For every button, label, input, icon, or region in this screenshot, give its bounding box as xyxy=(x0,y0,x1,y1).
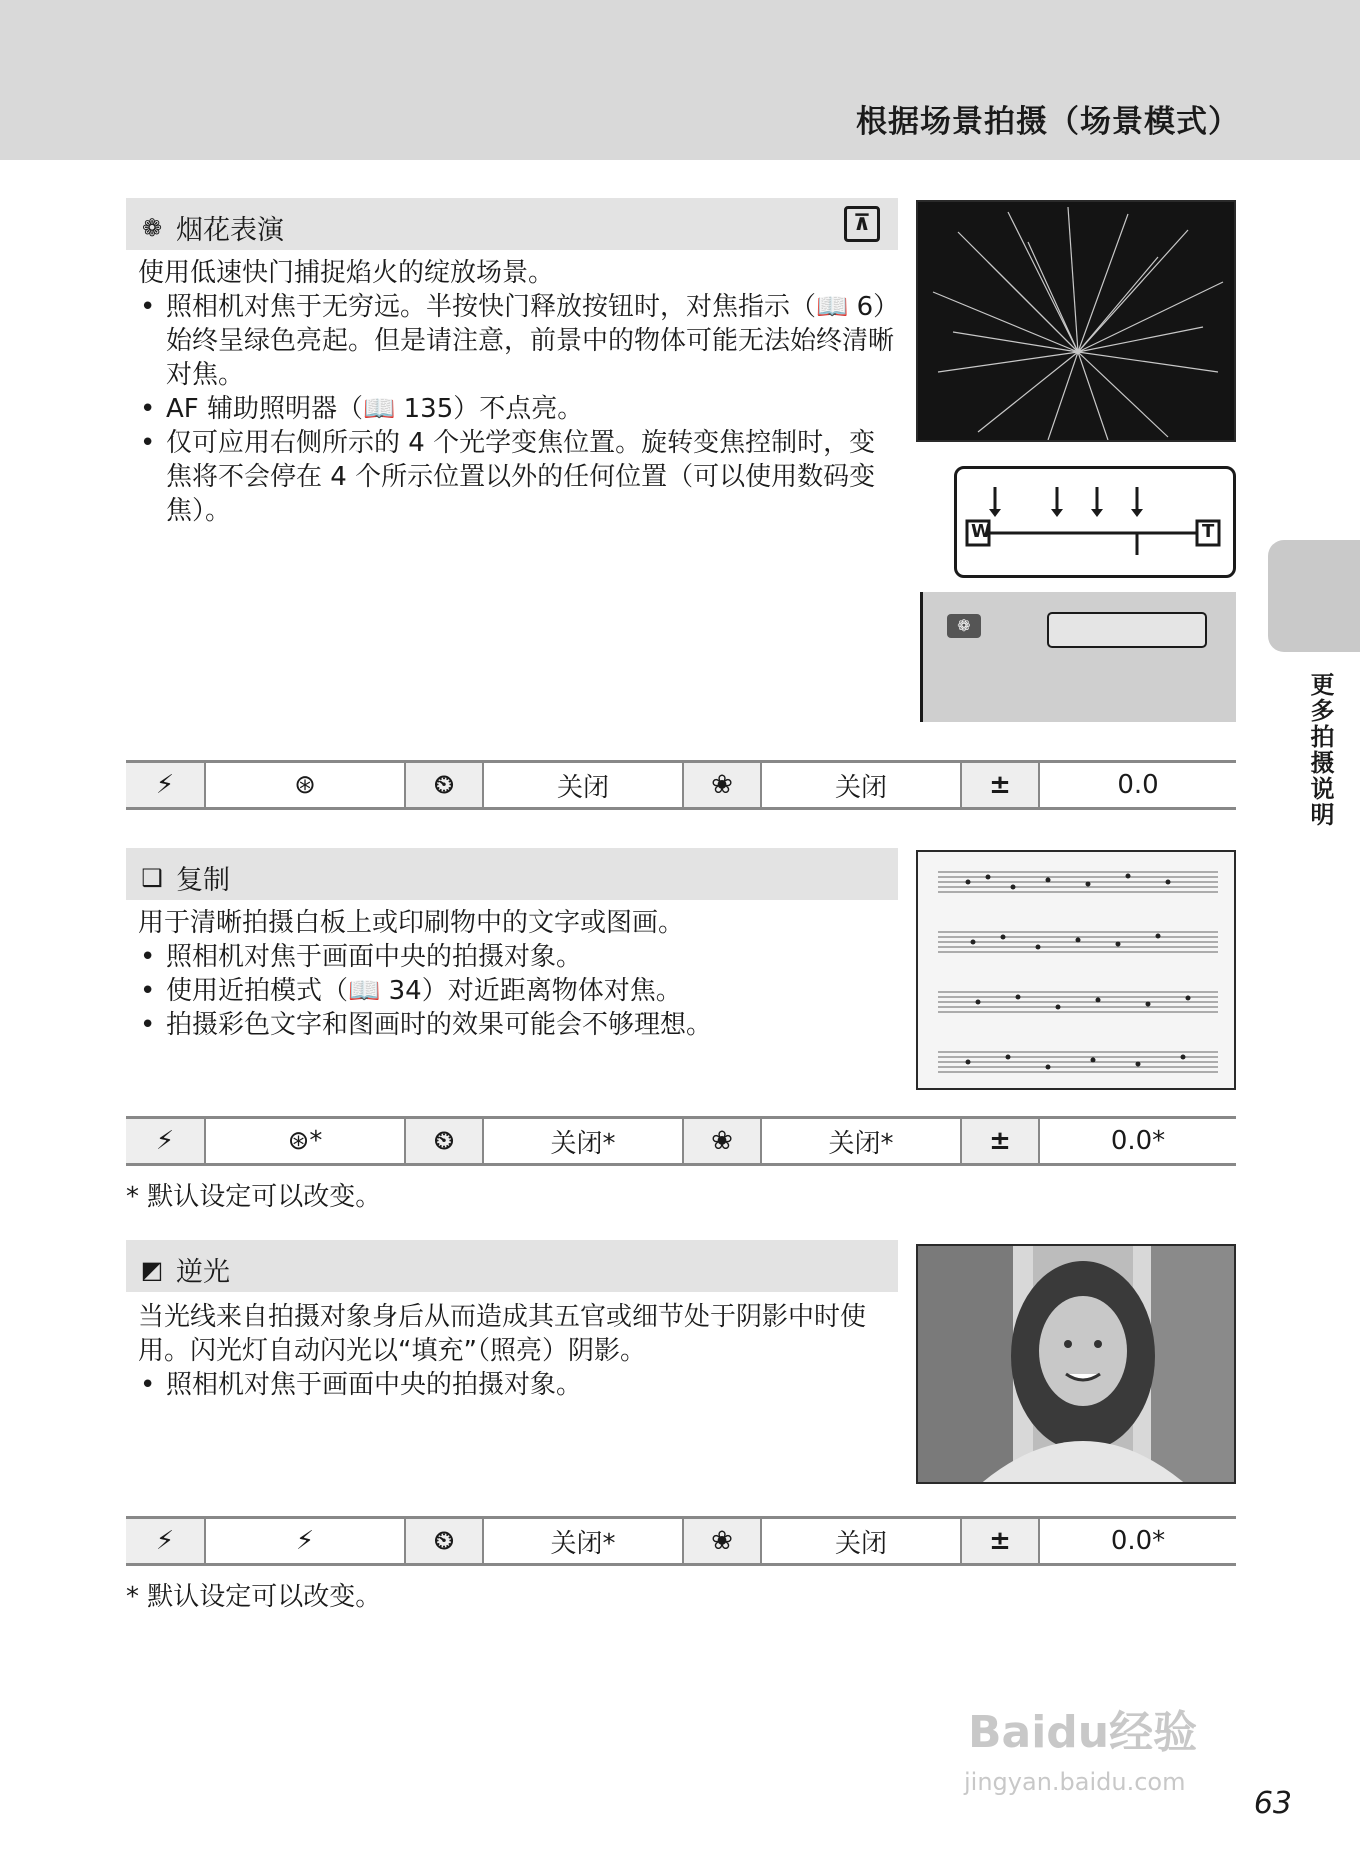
fireworks-icon: ❁ xyxy=(141,213,163,242)
exposure-value: 0.0* xyxy=(1038,1519,1236,1563)
footnote: * 默认设定可以改变。 xyxy=(126,1582,382,1612)
zoom-wide-label: W xyxy=(971,521,991,542)
flash-icon: ⚡ xyxy=(126,1119,204,1163)
section-title: 烟花表演 xyxy=(176,215,284,246)
self-timer-icon: ⏲ xyxy=(404,1519,482,1563)
section-title: 逆光 xyxy=(176,1257,230,1288)
section-header-fireworks xyxy=(126,198,898,250)
backlight-icon: ◩ xyxy=(140,1255,164,1284)
watermark-url: jingyan.baidu.com xyxy=(964,1768,1186,1796)
section-body-fireworks xyxy=(138,256,898,528)
macro-icon: ❀ xyxy=(682,1119,760,1163)
section-body-backlight xyxy=(138,1300,898,1402)
fireworks-photo xyxy=(916,200,1236,442)
portrait-photo xyxy=(916,1244,1236,1484)
section-header-backlight xyxy=(126,1240,898,1292)
zoom-indicator xyxy=(1047,612,1207,648)
footnote: * 默认设定可以改变。 xyxy=(126,1182,382,1212)
side-tab-label: 更多拍摄说明 xyxy=(1306,672,1334,828)
macro-value: 关闭 xyxy=(760,1519,960,1563)
zoom-diagram xyxy=(954,466,1236,578)
self-timer-value: 关闭* xyxy=(482,1519,682,1563)
flash-icon: ⚡ xyxy=(126,763,204,807)
flash-value: ⊛* xyxy=(204,1119,404,1163)
list-item: • 拍摄彩色文字和图画时的效果可能会不够理想。 xyxy=(138,1008,898,1042)
self-timer-value: 关闭* xyxy=(482,1119,682,1163)
page-title: 根据场景拍摄（场景模式） xyxy=(856,104,1240,140)
settings-table-fireworks xyxy=(126,760,1236,810)
list-item: • 照相机对焦于无穷远。半按快门释放按钮时，对焦指示（📖 6）始终呈绿色亮起。但是请注意，前景中的物体可能无法始终清晰对焦。 xyxy=(138,290,898,392)
side-tab xyxy=(1268,540,1360,652)
watermark-logo: Baidu经验 xyxy=(968,1707,1198,1758)
exposure-icon: ± xyxy=(960,763,1038,807)
exposure-icon: ± xyxy=(960,1519,1038,1563)
section-title: 复制 xyxy=(176,865,230,896)
exposure-value: 0.0 xyxy=(1038,763,1236,807)
section-intro: 当光线来自拍摄对象身后从而造成其五官或细节处于阴影中时使用。闪光灯自动闪光以“填充”（照亮）阴影。 xyxy=(138,1302,867,1366)
exposure-value: 0.0* xyxy=(1038,1119,1236,1163)
macro-icon: ❀ xyxy=(682,1519,760,1563)
self-timer-icon: ⏲ xyxy=(404,763,482,807)
page-number: 63 xyxy=(1253,1786,1292,1821)
flash-value: ⊛ xyxy=(204,763,404,807)
list-item: • 照相机对焦于画面中央的拍摄对象。 xyxy=(138,940,898,974)
section-body-copy xyxy=(138,906,898,1042)
flash-icon: ⚡ xyxy=(126,1519,204,1563)
settings-table-copy xyxy=(126,1116,1236,1166)
section-intro: 用于清晰拍摄白板上或印刷物中的文字或图画。 xyxy=(138,908,685,938)
sheet-music-photo xyxy=(916,850,1236,1090)
copy-icon: ❑ xyxy=(141,863,163,892)
list-item: • AF 辅助照明器（📖 135）不点亮。 xyxy=(138,392,898,426)
list-item: • 使用近拍模式（📖 34）对近距离物体对焦。 xyxy=(138,974,898,1008)
section-intro: 使用低速快门捕捉焰火的绽放场景。 xyxy=(138,258,555,288)
flash-value: ⚡ xyxy=(204,1519,404,1563)
macro-value: 关闭 xyxy=(760,763,960,807)
exposure-icon: ± xyxy=(960,1119,1038,1163)
fireworks-icon: ❁ xyxy=(947,614,981,638)
tripod-icon: ⊼ xyxy=(844,206,880,242)
settings-table-backlight xyxy=(126,1516,1236,1566)
section-header-copy xyxy=(126,848,898,900)
macro-icon: ❀ xyxy=(682,763,760,807)
self-timer-value: 关闭 xyxy=(482,763,682,807)
self-timer-icon: ⏲ xyxy=(404,1119,482,1163)
list-item: • 照相机对焦于画面中央的拍摄对象。 xyxy=(138,1368,898,1402)
list-item: • 仅可应用右侧所示的 4 个光学变焦位置。旋转变焦控制时，变焦将不会停在 4 个所示位置以外的任何位置（可以使用数码变焦）。 xyxy=(138,426,898,528)
macro-value: 关闭* xyxy=(760,1119,960,1163)
zoom-tele-label: T xyxy=(1202,521,1215,542)
lcd-preview-panel xyxy=(920,592,1236,722)
